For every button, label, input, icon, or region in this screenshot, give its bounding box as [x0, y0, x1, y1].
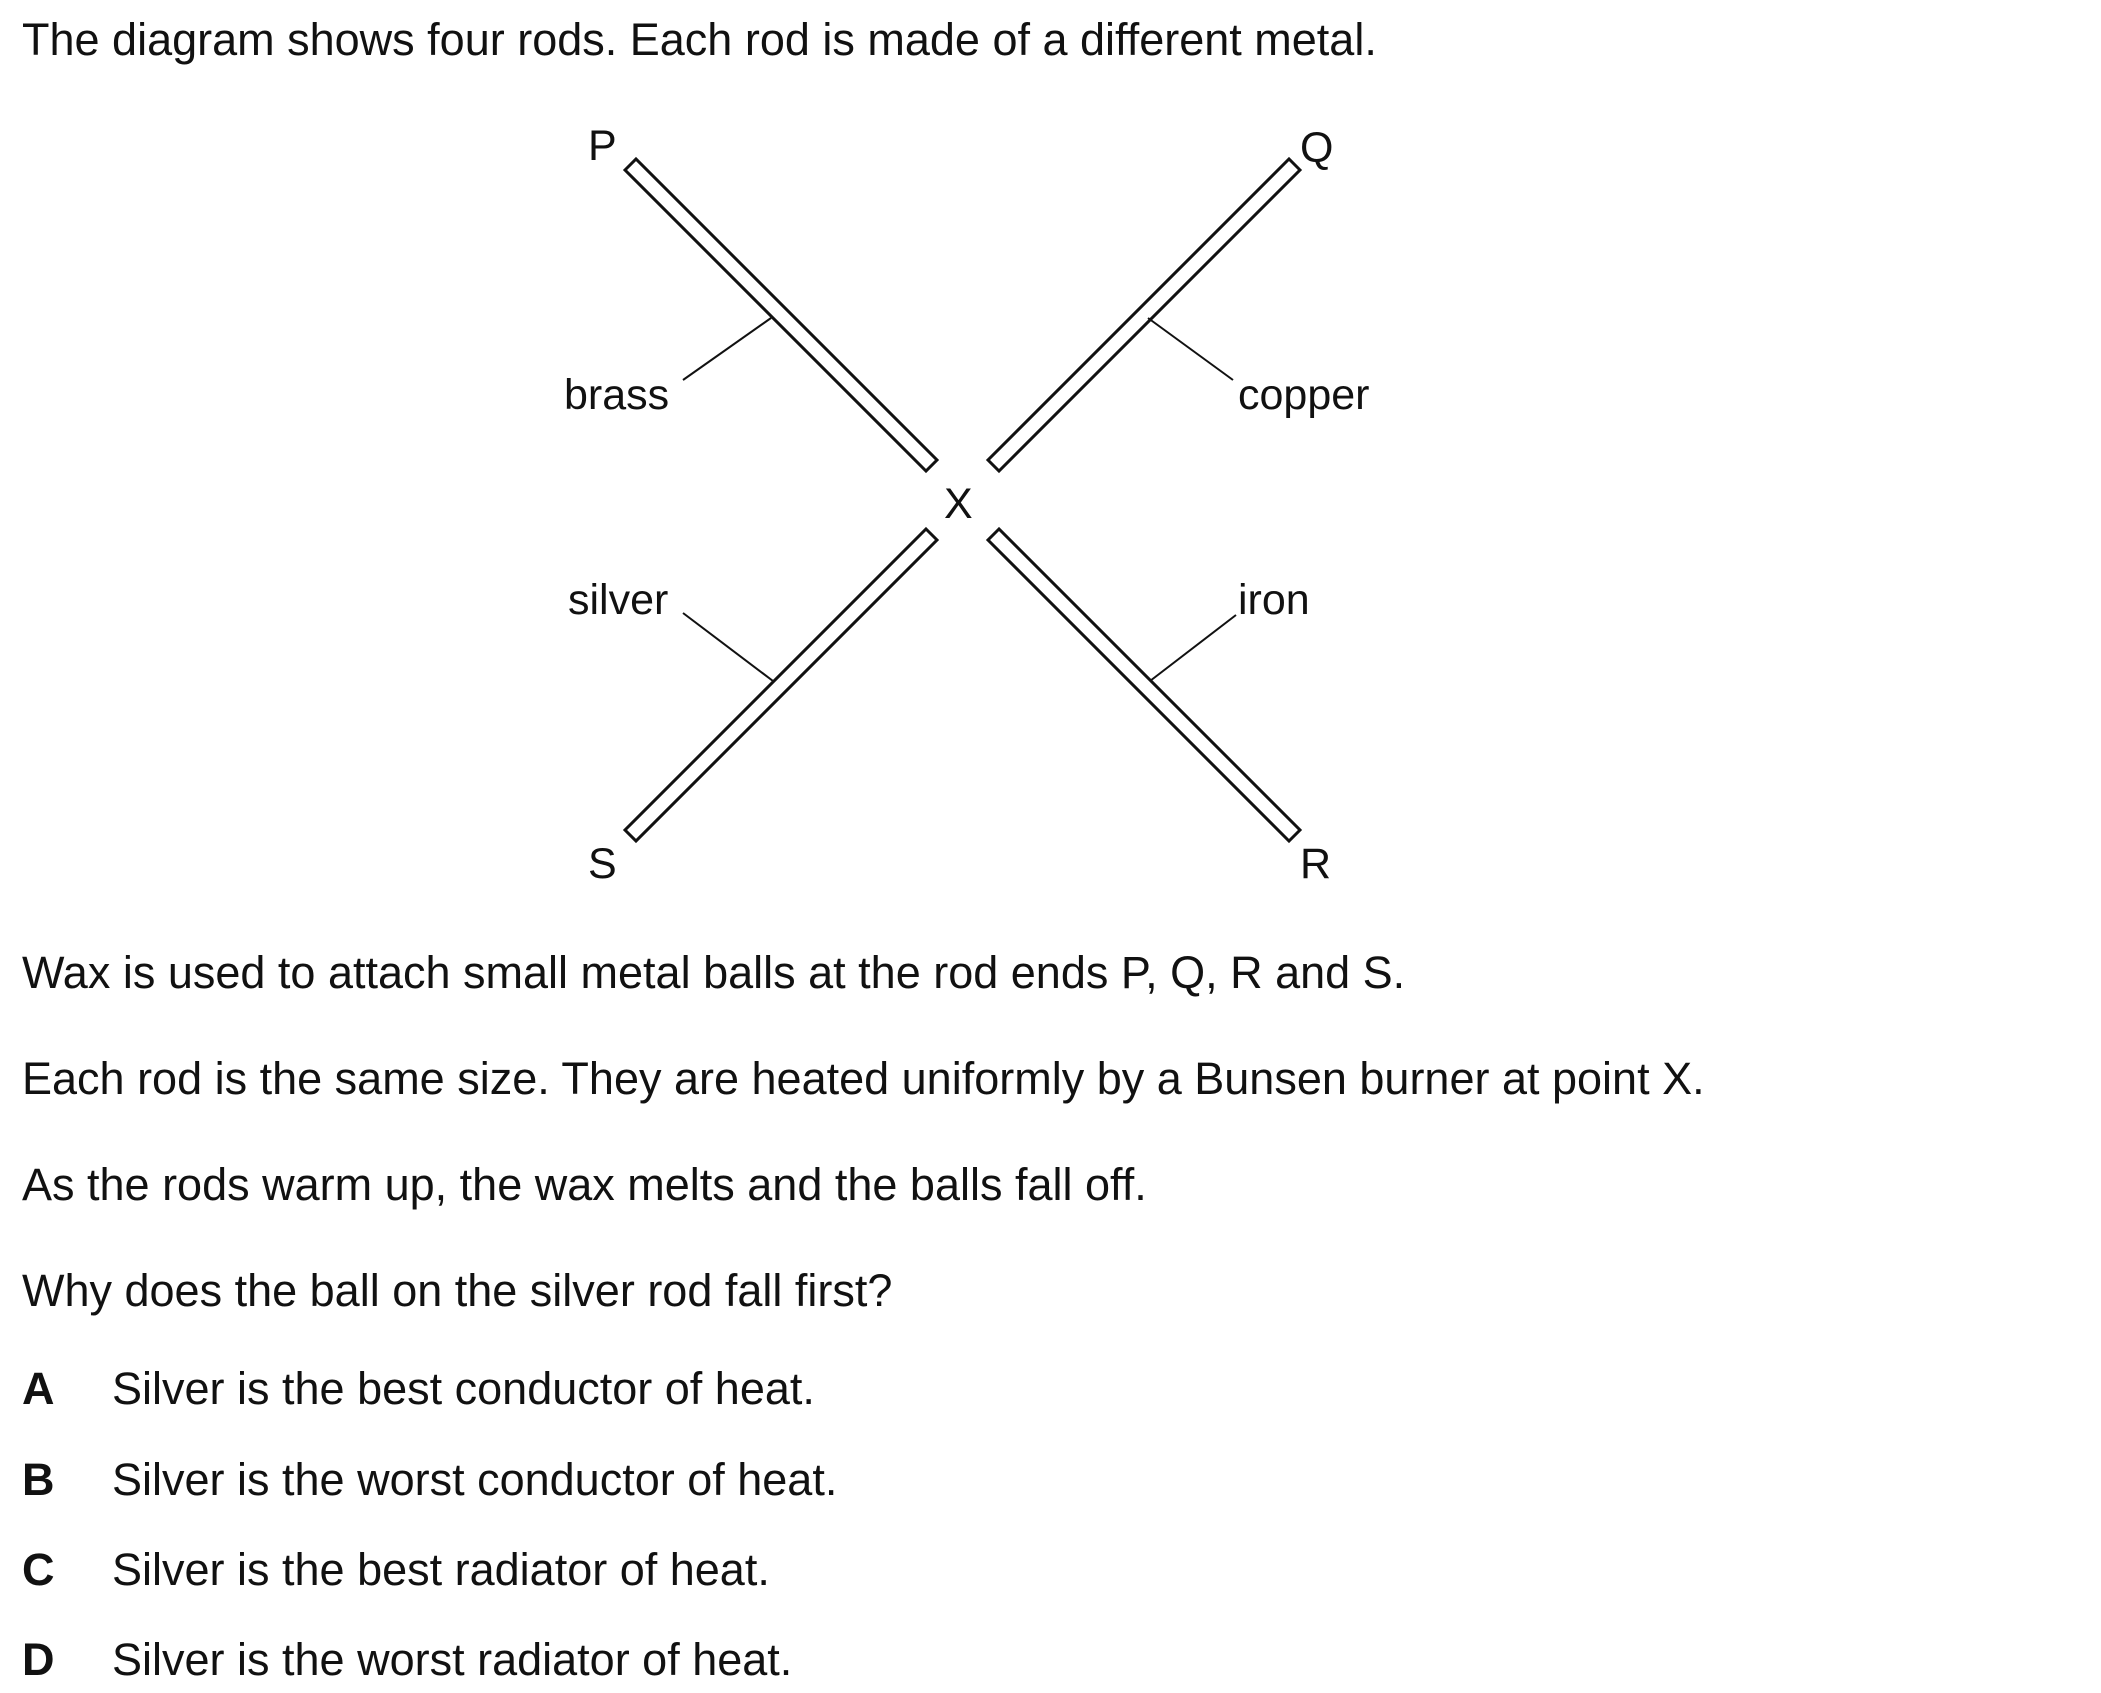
- option-text: Silver is the best conductor of heat.: [112, 1363, 815, 1414]
- iron-leader: [1150, 615, 1236, 681]
- brass-rod: [625, 159, 937, 471]
- label-r: R: [1300, 840, 1332, 888]
- paragraph-heating: Each rod is the same size. They are heated uniformly by a Bunsen burner at point X.: [22, 1053, 1705, 1104]
- question-text: Why does the ball on the silver rod fall first?: [22, 1265, 893, 1316]
- option-b[interactable]: [22, 1454, 837, 1506]
- option-c[interactable]: [22, 1544, 770, 1596]
- label-p: P: [588, 122, 617, 170]
- option-text: Silver is the worst radiator of heat.: [112, 1634, 793, 1685]
- option-text: Silver is the best radiator of heat.: [112, 1544, 770, 1595]
- copper-leader: [1148, 318, 1233, 380]
- option-letter: C: [22, 1544, 55, 1595]
- intro-text: The diagram shows four rods. Each rod is made of a different metal.: [22, 14, 1377, 65]
- paragraph-wax: Wax is used to attach small metal balls at the rod ends P, Q, R and S.: [22, 947, 1406, 998]
- option-letter: A: [22, 1363, 55, 1414]
- option-a[interactable]: [22, 1363, 815, 1415]
- label-copper: copper: [1238, 371, 1370, 419]
- option-text: Silver is the worst conductor of heat.: [112, 1454, 838, 1505]
- label-s: S: [588, 840, 617, 888]
- option-letter: D: [22, 1634, 55, 1685]
- option-letter: B: [22, 1454, 55, 1505]
- label-silver: silver: [568, 576, 669, 624]
- option-d[interactable]: [22, 1634, 792, 1686]
- label-brass: brass: [564, 371, 670, 419]
- silver-rod: [625, 529, 937, 841]
- paragraph-melting: As the rods warm up, the wax melts and the balls fall off.: [22, 1159, 1147, 1210]
- label-iron: iron: [1238, 576, 1310, 624]
- copper-rod: [988, 159, 1300, 471]
- brass-leader: [683, 318, 771, 380]
- silver-leader: [683, 613, 773, 681]
- label-x: X: [944, 480, 973, 528]
- label-q: Q: [1300, 124, 1334, 172]
